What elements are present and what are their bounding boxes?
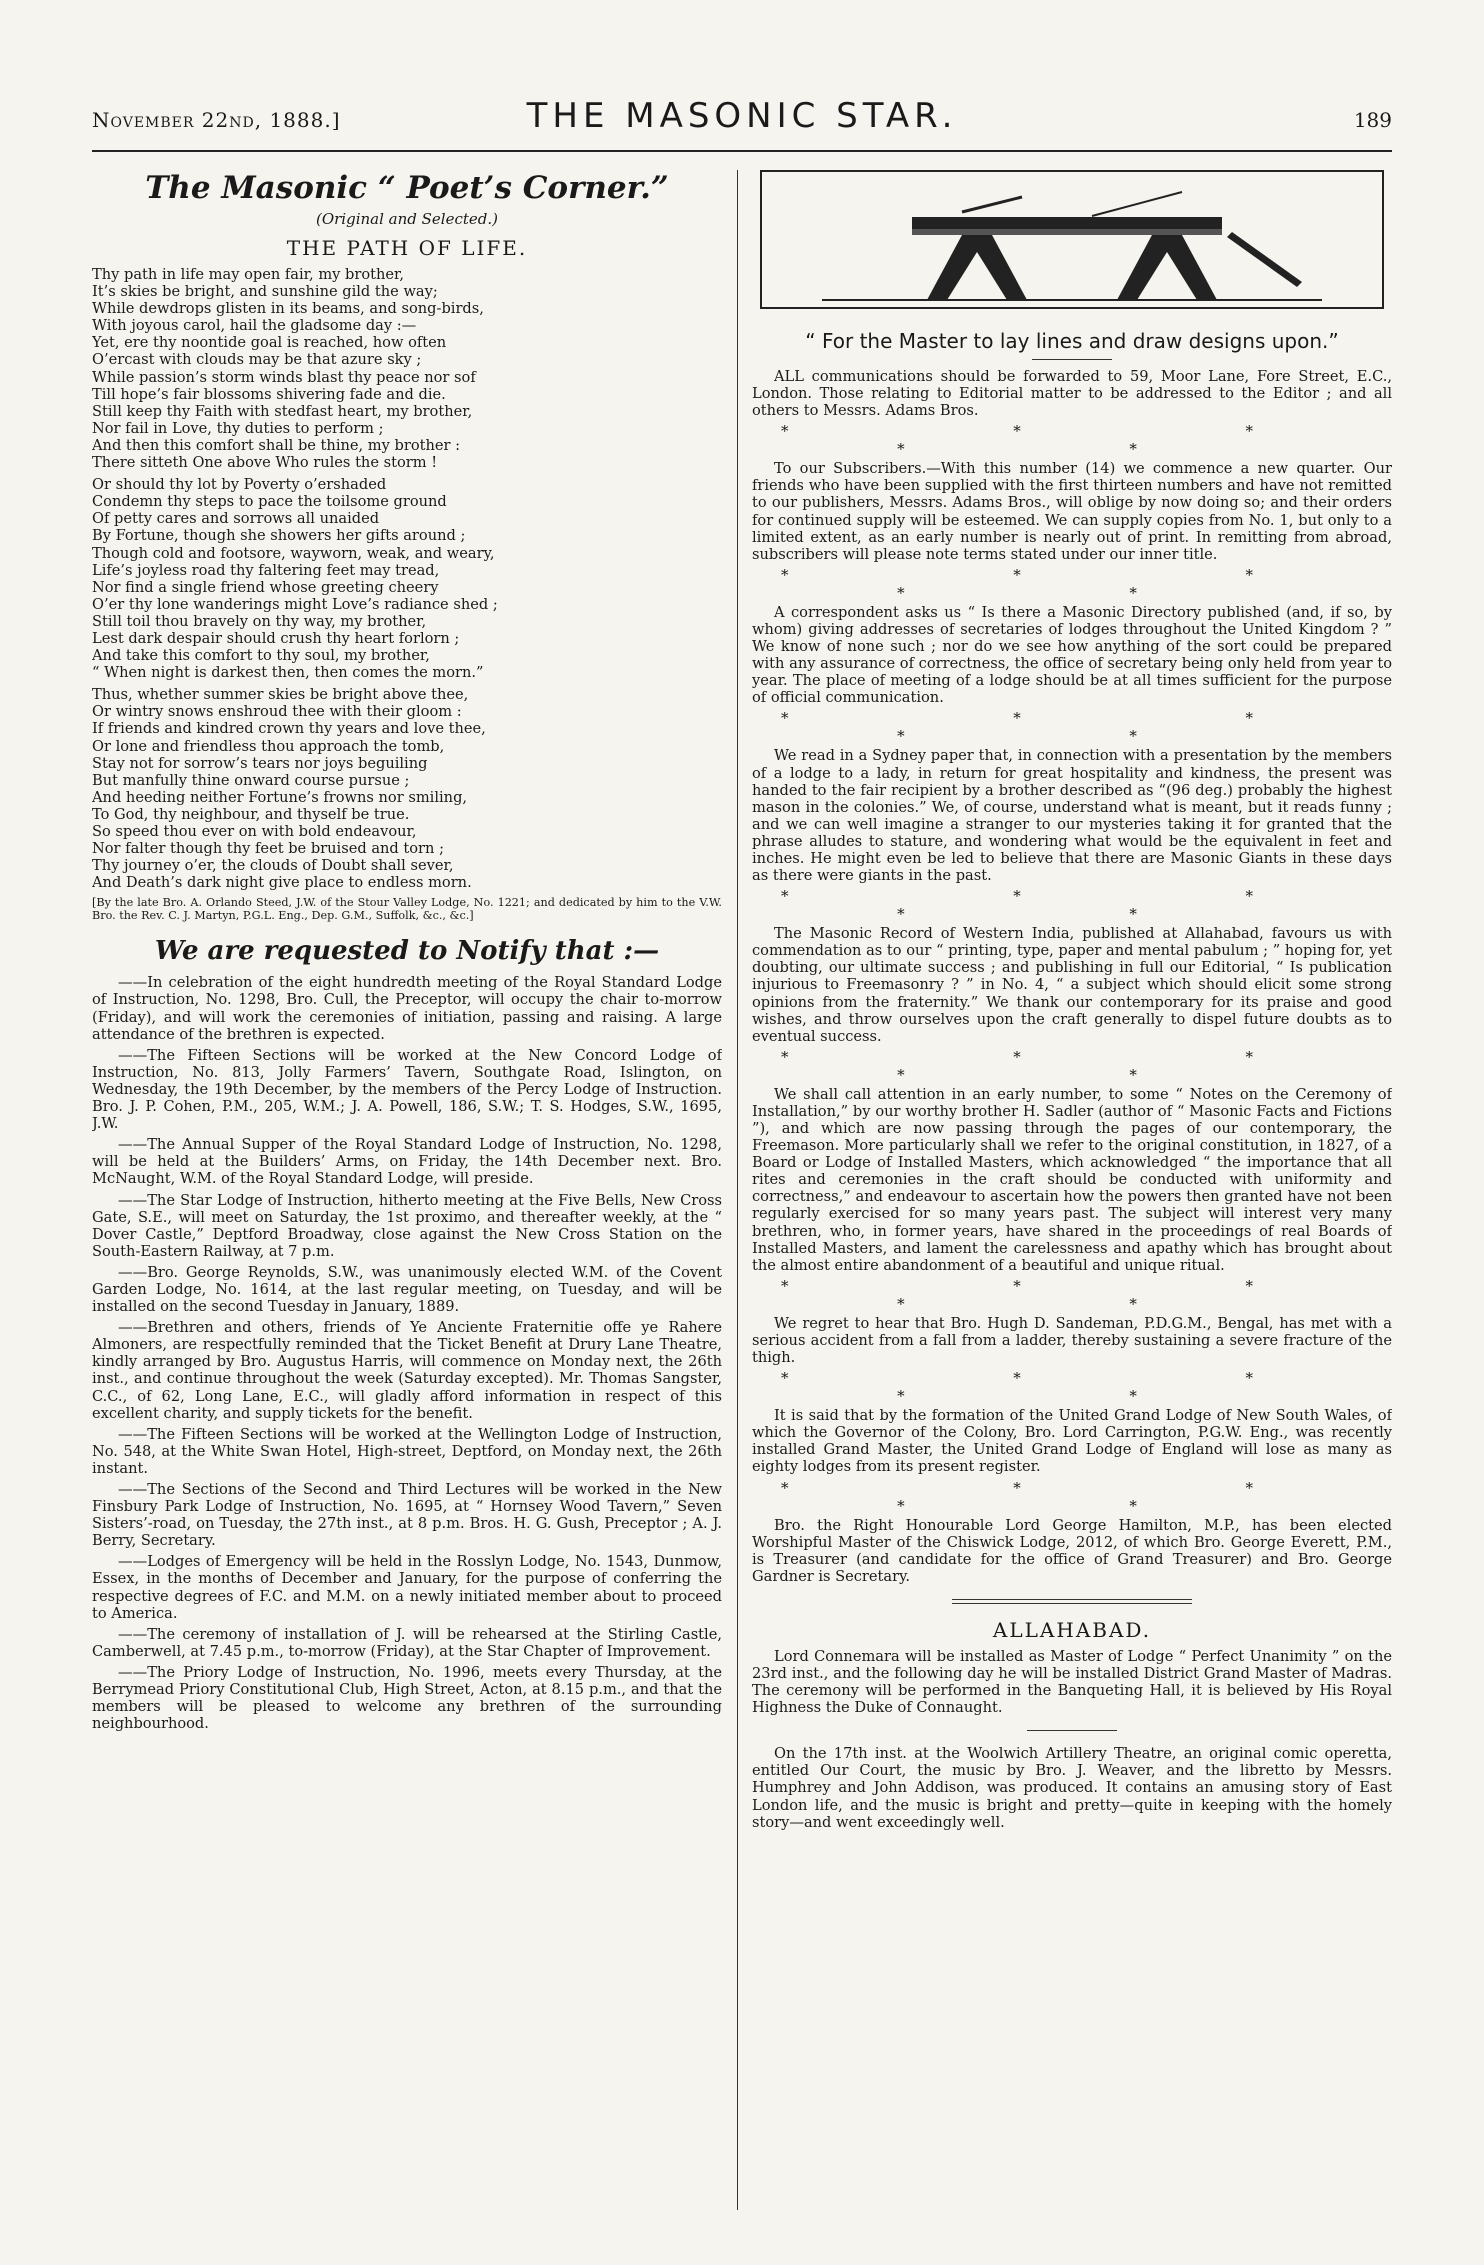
left-column — [92, 170, 722, 1736]
stars-divider: * * * * * — [780, 1478, 1364, 1515]
trestle-board-logo — [760, 170, 1384, 309]
poem-line: Nor fail in Love, thy duties to perform ; — [92, 419, 384, 437]
notice-item — [92, 1481, 722, 1549]
stars-divider: * * * * * — [780, 1276, 1364, 1313]
poets-corner-subtitle: (Original and Selected.) — [315, 210, 498, 228]
notice-text: In celebration of the eight hundredth meeting of the Royal Standard Lodge of Instruction, No. 1298, Bro. Cull, the Preceptor, will occupy the chair to-morrow (Friday), and will work the ceremonies of initiation, passing and raising. A large attendance of the brethren is expected. — [92, 974, 722, 1043]
poem-line: Life’s joyless road thy faltering feet may tread, — [92, 561, 440, 579]
poem-line: Yet, ere thy noontide goal is reached, how often — [92, 334, 447, 352]
stars-divider: * * * * * — [780, 1369, 1364, 1406]
trestle-board-illustration — [762, 172, 1382, 307]
notice-dash — [118, 1664, 147, 1681]
notice-text: The Sections of the Second and Third Lectures will be worked in the New Finsbury Park Lodge of Instruction, No. 1695, at “ Hornsey Wood Tavern,” Seven Sisters’-road, on Tuesday, the 27th inst., at 8 p.m. Bros. H. G. Gush, Preceptor ; A. J. Berry, Secretary. — [92, 1481, 722, 1550]
poem-line: By Fortune, though she showers her gifts around ; — [92, 527, 466, 545]
poem-line: Of petty cares and sorrows all unaided — [92, 510, 380, 528]
notices-list — [92, 974, 722, 1732]
poem-line: So speed thou ever on with bold endeavour, — [92, 823, 417, 840]
trestle-caption: “ For the Master to lay lines and draw designs upon.” — [805, 329, 1339, 353]
paragraph-installation: We shall call attention in an early number, to some “ Notes on the Ceremony of Installation,” by our worthy brother H. Sadler (author of “ Masonic Facts and Fictions ”), and which are now passing through the pages of our contemporary, the Freemason. More particularly shall we refer to the original constitution, in 1827, of a Board or Lodge of Installed Masters, which acknowledged “ the importance that all rites and ceremonies in the craft should be conducted with uniformity and correctness,” and endeavour to ascertain how the powers then granted have not been regularly exercised for so many years past. The subject will interest very many brethren, who, in former years, have shared in the proceedings of real Boards of Installed Masters, and lament the carelessness and apathy which has brought about the almost entire abandonment of a beautiful and unique ritual. — [752, 1085, 1392, 1274]
paragraph-directory: A correspondent asks us “ Is there a Masonic Directory published (and, if so, by whom) giving addresses of secretaries of lodges throughout the United Kingdom ? ” We know of none such ; nor do we see how anything of the sort could be prepared with any assurance of correctness, the office of secretary being only held from year to year. The place of meeting of a lodge should be at all times sufficient for the purpose of official communication. — [752, 603, 1392, 707]
poem-line: Thy path in life may open fair, my brother, — [92, 266, 405, 283]
notice-dash — [118, 1264, 147, 1281]
paragraph-subscribers: To our Subscribers.—With this number (14) we commence a new quarter. Our friends who have been supplied with the first thirteen numbers and have not remitted to our publishers, Messrs. Adams Bros., will oblige by now doing so; and their orders for continued supply will be esteemed. We can supply copies from No. 1, but only to a limited extent, as an early number is nearly out of print. In remitting from abroad, subscribers will please note terms stated under our inner title. — [752, 460, 1392, 563]
poem-line: It’s skies be bright, and sunshine gild the way; — [92, 283, 438, 301]
notice-dash — [118, 1319, 147, 1336]
poem-stanza — [92, 476, 722, 681]
poem-line: Still toil thou bravely on thy way, my brother, — [92, 612, 427, 630]
poem-line: Till hope’s fair blossoms shivering fade and die. — [92, 385, 446, 403]
poem-line: Thy journey o’er, the clouds of Doubt shall sever, — [92, 857, 454, 875]
paragraph-communications: ALL communications should be forwarded to 59, Moor Lane, Fore Street, E.C., London. Those relating to Editorial matter to be addressed to the Editor ; and all others to Messrs. Adams Bros. — [752, 368, 1392, 420]
poem-line: “ When night is darkest then, then comes the morn.” — [92, 664, 484, 682]
poem-line: O’er thy lone wanderings might Love’s radiance shed ; — [92, 595, 498, 613]
page-number: 189 — [1353, 108, 1392, 132]
poem-line: And heeding neither Fortune’s frowns nor smiling, — [92, 788, 468, 806]
notice-text: Lodges of Emergency will be held in the Rosslyn Lodge, No. 1543, Dunmow, Essex, in the months of December and January, for the purpose of conferring the respective degrees of F.C. and M.M. on a newly initiated member about to proceed to America. — [92, 1553, 722, 1622]
masthead — [92, 96, 1392, 146]
poem-line: Thus, whether summer skies be bright above thee, — [92, 686, 469, 704]
notice-text: The Priory Lodge of Instruction, No. 1996, meets every Thursday, at the Berrymead Priory Constitutional Club, High Street, Acton, at 8.15 p.m., and that the members will be pleased to welcome any brethren of the surrounding neighbourhood. — [92, 1663, 722, 1733]
notice-dash — [118, 1626, 147, 1643]
poem-line: Or should thy lot by Poverty o’ershaded — [92, 476, 387, 494]
notice-item — [92, 1319, 722, 1422]
header-rule — [92, 150, 1392, 152]
notice-dash — [118, 1047, 147, 1064]
poem-line: If friends and kindred crown thy years and love thee, — [92, 720, 486, 738]
poem-stanza — [92, 266, 722, 471]
notice-text: Bro. George Reynolds, S.W., was unanimously elected W.M. of the Covent Garden Lodge, No. 1614, at the last regular meeting, on Tuesday, and will be installed on the second Tuesday in January, 1889. — [92, 1263, 722, 1316]
notice-text: The Fifteen Sections will be worked at the New Concord Lodge of Instruction, No. 813, Jolly Farmers’ Tavern, Southgate Road, Islington, on Wednesday, the 19th December, by the members of the Percy Lodge of Instruction. Bro. J. P. Cohen, P.M., 205, W.M.; J. A. Powell, 186, S.W.; T. S. Hodges, S.W., 1695, J.W. — [92, 1046, 722, 1133]
poem-line: And Death’s dark night give place to endless morn. — [92, 874, 472, 892]
notice-item — [92, 974, 722, 1042]
paragraph-woolwich: On the 17th inst. at the Woolwich Artillery Theatre, an original comic operetta, entitled Our Court, the music by Bro. J. Weaver, and the libretto by Messrs. Humphrey and John Addison, was produced. It contains an amusing story of East London life, and the music is bright and pretty—quite in keeping with the homely story—and went exceedingly well. — [752, 1745, 1392, 1831]
poem-line: There sitteth One above Who rules the storm ! — [92, 454, 438, 472]
paragraph-hamilton: Bro. the Right Honourable Lord George Hamilton, M.P., has been elected Worshipful Master of the Chiswick Lodge, 2012, of which Bro. George Everett, P.M., is Treasurer (and candidate for the office of Grand Treasurer) and Bro. George Gardner is Secretary. — [752, 1516, 1392, 1585]
double-rule — [952, 1599, 1192, 1604]
stars-divider: * * * * * — [780, 1047, 1364, 1084]
poem-line: Or lone and friendless thou approach the tomb, — [92, 737, 445, 755]
notice-text: The Star Lodge of Instruction, hitherto meeting at the Five Bells, New Cross Gate, S.E., will meet on Saturday, the 1st proximo, and thereafter weekly, at the “ Dover Castle,” Deptford Broadway, close against the New Cross Station on the South-Eastern Railway, at 7 p.m. — [92, 1191, 722, 1260]
notice-item — [92, 1553, 722, 1621]
notice-text: The Fifteen Sections will be worked at the Wellington Lodge of Instruction, No. 548, at the White Swan Hotel, High-street, Deptford, on Monday next, the 26th instant. — [92, 1425, 722, 1477]
notice-item — [92, 1626, 722, 1660]
paragraph-nsw: It is said that by the formation of the United Grand Lodge of New South Wales, of which the Governor of the Colony, Bro. Lord Carrington, P.G.W. Eng., was recently installed Grand Master, the United Grand Lodge of England will lose as many as eighty lodges from its present register. — [752, 1407, 1392, 1476]
poem-line: And then this comfort shall be thine, my brother : — [92, 436, 461, 454]
notice-text: The Annual Supper of the Royal Standard Lodge of Instruction, No. 1298, will be held at the Builders’ Arms, on Friday, the 14th December next. Bro. McNaught, W.M. of the Royal Standard Lodge, will preside. — [92, 1136, 722, 1188]
poem-line: Though cold and footsore, wayworn, weak, and weary, — [92, 544, 495, 562]
notice-dash — [118, 1426, 147, 1443]
stars-divider: * * * * * — [780, 422, 1364, 459]
right-column — [752, 170, 1392, 1834]
stars-divider: * * * * * — [780, 565, 1364, 602]
poem-line: Condemn thy steps to pace the toilsome ground — [92, 493, 447, 511]
notice-item — [92, 1192, 722, 1260]
poem-line: While passion’s storm winds blast thy peace nor sof — [92, 368, 476, 386]
paragraph-sydney: We read in a Sydney paper that, in connection with a presentation by the members of a lodge to a lady, in return for great hospitality and kindness, the present was handed to the fair recipient by a brother described as “(96 deg.) probably the highest mason in the colonies.” We, of course, understand what is meant, but it reads funny ; and we can well imagine a stranger to our mysteries taking it for granted that the phrase alludes to stature, and wondering what would be the equivalent in feet and inches. He might even be led to believe that there are Masonic Giants in these days as there were giants in the past. — [752, 747, 1392, 885]
notify-heading: We are requested to Notify that :— — [154, 936, 660, 967]
poem-line: While dewdrops glisten in its beams, and song-birds, — [92, 300, 484, 318]
notice-item — [92, 1136, 722, 1187]
poem-line: But manfully thine onward course pursue ; — [92, 771, 410, 789]
notice-item — [92, 1264, 722, 1315]
poem-line: Or wintry snows enshroud thee with their gloom : — [92, 703, 462, 721]
notice-dash — [118, 1553, 147, 1570]
notice-dash — [118, 1136, 147, 1153]
notice-text: The ceremony of installation of J. will be rehearsed at the Stirling Castle, Camberwell, at 7.45 p.m., to-morrow (Friday), at the Star Chapter of Improvement. — [92, 1625, 722, 1660]
poem-line: Stay not for sorrow’s tears nor joys beguiling — [92, 754, 428, 772]
poem-stanza — [92, 686, 722, 891]
paragraph-allahabad: Lord Connemara will be installed as Master of Lodge “ Perfect Unanimity ” on the 23rd inst., and the following day he will be installed District Grand Master of Madras. The ceremony will be performed in the Banqueting Hall, it is believed by His Royal Highness the Duke of Connaught. — [752, 1647, 1392, 1717]
paragraph-record: The Masonic Record of Western India, published at Allahabad, favours us with commendation as to our “ printing, type, paper and mental pabulum ; ” hoping for, yet doubting, our ultimate success ; and publishing in full our Editorial, “ Is publication injurious to Freemasonry ? ” in No. 4, “ a subject which should elicit some strong opinions from the fraternity.” We thank our contemporary for its praise and good wishes, and throw ourselves upon the craft generally to dispel future doubts as to eventual success. — [752, 925, 1392, 1045]
notice-dash — [118, 974, 147, 991]
issue-date: November 22nd, 1888.] — [92, 108, 341, 132]
poem — [92, 266, 722, 891]
newspaper-page — [92, 96, 1392, 2216]
notice-text: Brethren and others, friends of Ye Anciente Fraternitie offe ye Rahere Almoners, are respectfully reminded that the Ticket Benefit at Drury Lane Theatre, kindly arranged by Bro. Augustus Harris, will commence on Monday next, the 26th inst., and continue throughout the week (Saturday excepted). Mr. Thomas Sangster, C.C., of 62, Long Lane, E.C., will gladly afford information in respect of this excellent charity, and supply tickets for the benefit. — [92, 1319, 722, 1422]
poem-line: Still keep thy Faith with stedfast heart, my brother, — [92, 402, 473, 420]
poem-line: Lest dark despair should crush thy heart forlorn ; — [92, 629, 460, 647]
poem-line: Nor find a single friend whose greeting cheery — [92, 578, 439, 596]
rule — [1027, 1730, 1117, 1731]
notice-item — [92, 1426, 722, 1477]
notice-item — [92, 1047, 722, 1132]
poem-line: Nor falter though thy feet be bruised and torn ; — [92, 840, 444, 858]
poem-line: And take this comfort to thy soul, my brother, — [92, 647, 430, 665]
poets-corner-title: The Masonic “ Poet’s Corner.” — [145, 170, 669, 206]
newspaper-title: THE MASONIC STAR. — [526, 96, 958, 136]
notice-item — [92, 1664, 722, 1732]
column-divider — [737, 170, 738, 2210]
poem-credit: [By the late Bro. A. Orlando Steed, J.W. of the Stour Valley Lodge, No. 1221; and dedicated by him to the V.W. Bro. the Rev. C. J. Martyn, P.G.L. Eng., Dep. G.M., Suffolk, &c., &c.] — [92, 896, 722, 923]
poem-line: O’ercast with clouds may be that azure sky ; — [92, 351, 422, 369]
notice-dash — [118, 1481, 147, 1498]
poem-title: THE PATH OF LIFE. — [286, 236, 528, 260]
allahabad-heading: ALLAHABAD. — [992, 1617, 1152, 1642]
stars-divider: * * * * * — [780, 887, 1364, 924]
poem-line: With joyous carol, hail the gladsome day :— — [92, 317, 417, 335]
paragraph-sandeman: We regret to hear that Bro. Hugh D. Sandeman, P.D.G.M., Bengal, has met with a serious accident from a fall from a ladder, thereby sustaining a severe fracture of the thigh. — [752, 1314, 1392, 1367]
rule — [1032, 359, 1112, 360]
poem-line: To God, thy neighbour, and thyself be true. — [92, 805, 410, 823]
stars-divider: * * * * * — [780, 709, 1364, 746]
notice-dash — [118, 1192, 147, 1209]
